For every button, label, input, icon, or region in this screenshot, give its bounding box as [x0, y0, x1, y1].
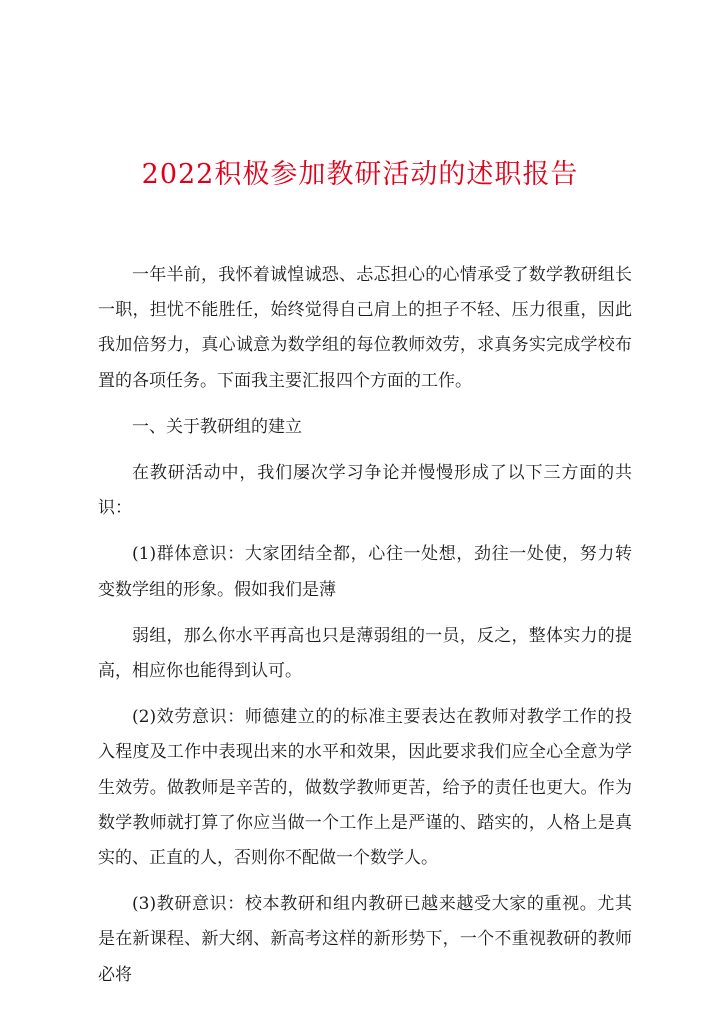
- document-title: 2022积极参加教研活动的述职报告: [141, 159, 579, 190]
- document-body: [98, 258, 632, 1004]
- paragraph: 一年半前，我怀着诚惶诚恐、忐忑担心的心情承受了数学教研组长一职，担忧不能胜任，始终觉得自己肩上的担子不轻、压力很重，因此我加倍努力，真心诚意为数学组的每位教师效劳，求真务实完成学校布置的各项任务。下面我主要汇报四个方面的工作。: [98, 265, 632, 391]
- paragraph: 弱组，那么你水平再高也只是薄弱组的一员，反之，整体实力的提高，相应你也能得到认可。: [98, 625, 632, 682]
- paragraph: (1)群体意识：大家团结全都，心往一处想，劲往一处使，努力转变数学组的形象。假如我们是薄: [98, 544, 632, 600]
- paragraph: 在教研活动中，我们屡次学习争论并慢慢形成了以下三方面的共识：: [98, 463, 632, 519]
- paragraph: 一、关于教研组的建立: [132, 416, 302, 437]
- paragraph: (2)效劳意识：师德建立的的标准主要表达在教师对教学工作的投入程度及工作中表现出来的水平和效果，因此要求我们应全心全意为学生效劳。做教师是辛苦的，做数学教师更苦，给予的责任也更大。作为数学教师就打算了你应当做一个工作上是严谨的、踏实的，人格上是真实的、正直的人，否则你不配做一个数学人。: [98, 707, 632, 869]
- paragraph: (3)教研意识：校本教研和组内教研已越来越受大家的重视。尤其是在新课程、新大纲、新高考这样的新形势下，一个不重视教研的教师必将: [98, 894, 632, 985]
